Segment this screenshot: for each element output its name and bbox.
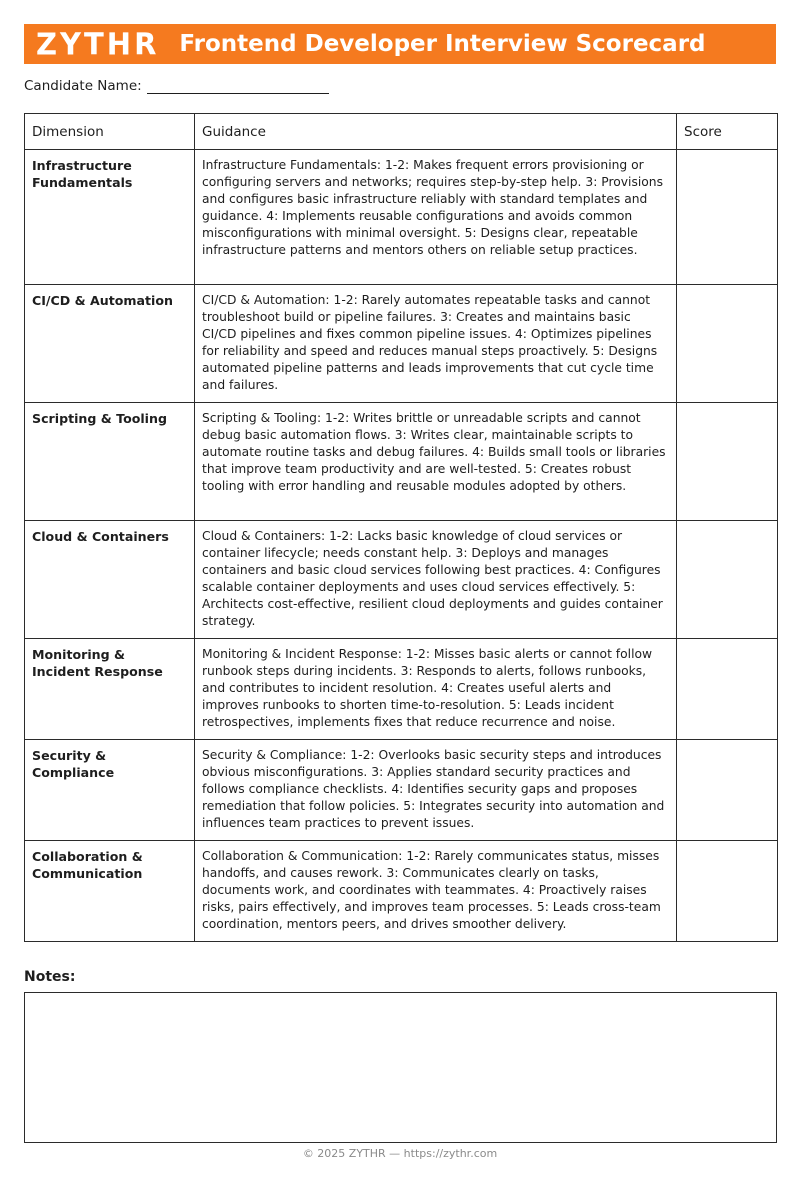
- guidance-cell: Security & Compliance: 1-2: Overlooks basic security steps and introduces obvious misconfigurations. 3: Applies standard security practices and follows compliance checklists. 4: Identifies security gaps and proposes remediation that follow policies. 5: Integrates security into automation and influences team practices to prevent issues.: [195, 740, 677, 841]
- candidate-name-field[interactable]: [147, 79, 329, 94]
- dimension-cell: Infrastructure Fundamentals: [25, 150, 195, 285]
- guidance-cell: CI/CD & Automation: 1-2: Rarely automates repeatable tasks and cannot troubleshoot build or pipeline failures. 3: Creates and maintains basic CI/CD pipelines and fixes common pipeline issues. 4: Optimizes pipelines for reliability and speed and reduces manual steps proactively. 5: Designs automated pipeline patterns and leads improvements that cut cycle time and failures.: [195, 285, 677, 403]
- dimension-cell: Cloud & Containers: [25, 521, 195, 639]
- table-row: [25, 639, 778, 740]
- zythr-logo: ZYTHR: [36, 26, 160, 62]
- candidate-name-label: Candidate Name:: [24, 78, 142, 94]
- dimension-cell: Collaboration & Communication: [25, 841, 195, 942]
- page-title: Frontend Developer Interview Scorecard: [179, 31, 706, 57]
- footer: © 2025 ZYTHR — https://zythr.com: [302, 1147, 498, 1160]
- table-row: [25, 285, 778, 403]
- header-bar: [24, 24, 776, 64]
- table-row: [25, 740, 778, 841]
- table-header-row: [25, 114, 778, 150]
- notes-label: Notes:: [24, 969, 76, 985]
- score-cell[interactable]: [677, 521, 778, 639]
- table-row: [25, 403, 778, 521]
- table-row: [25, 841, 778, 942]
- scorecard-table: [24, 113, 778, 942]
- dimension-cell: Security & Compliance: [25, 740, 195, 841]
- score-cell[interactable]: [677, 740, 778, 841]
- candidate-name-row: [24, 78, 329, 94]
- score-cell[interactable]: [677, 150, 778, 285]
- guidance-cell: Scripting & Tooling: 1-2: Writes brittle or unreadable scripts and cannot debug basic automation flows. 3: Writes clear, maintainable scripts to automate routine tasks and debug failures. 4: Builds small tools or libraries that improve team productivity and are well-tested. 5: Creates robust tooling with error handling and reusable modules adopted by others.: [195, 403, 677, 521]
- column-header-dimension: Dimension: [25, 114, 195, 150]
- dimension-cell: CI/CD & Automation: [25, 285, 195, 403]
- guidance-cell: Infrastructure Fundamentals: 1-2: Makes frequent errors provisioning or configuring servers and networks; requires step-by-step help. 3: Provisions and configures basic infrastructure reliably with standard templates and guidance. 4: Implements reusable configurations and avoids common misconfigurations with minimal oversight. 5: Designs clear, repeatable infrastructure patterns and mentors others on reliable setup practices.: [195, 150, 677, 285]
- guidance-cell: Collaboration & Communication: 1-2: Rarely communicates status, misses handoffs, and causes rework. 3: Communicates clearly on tasks, documents work, and coordinates with teammates. 4: Proactively raises risks, pairs effectively, and improves team processes. 5: Leads cross-team coordination, mentors peers, and drives smoother delivery.: [195, 841, 677, 942]
- dimension-cell: Scripting & Tooling: [25, 403, 195, 521]
- score-cell[interactable]: [677, 841, 778, 942]
- dimension-cell: Monitoring & Incident Response: [25, 639, 195, 740]
- notes-box[interactable]: [24, 992, 777, 1143]
- score-cell[interactable]: [677, 403, 778, 521]
- guidance-cell: Cloud & Containers: 1-2: Lacks basic knowledge of cloud services or container lifecycle; needs constant help. 3: Deploys and manages containers and basic cloud services following best practices. 4: Configures scalable container deployments and uses cloud services effectively. 5: Architects cost-effective, resilient cloud deployments and guides container strategy.: [195, 521, 677, 639]
- score-cell[interactable]: [677, 639, 778, 740]
- column-header-guidance: Guidance: [195, 114, 677, 150]
- column-header-score: Score: [677, 114, 778, 150]
- table-row: [25, 521, 778, 639]
- table-row: [25, 150, 778, 285]
- guidance-cell: Monitoring & Incident Response: 1-2: Misses basic alerts or cannot follow runbook steps during incidents. 3: Responds to alerts, follows runbooks, and contributes to incident resolution. 4: Creates useful alerts and improves runbooks to shorten time-to-resolution. 5: Leads incident retrospectives, implements fixes that reduce recurrence and noise.: [195, 639, 677, 740]
- score-cell[interactable]: [677, 285, 778, 403]
